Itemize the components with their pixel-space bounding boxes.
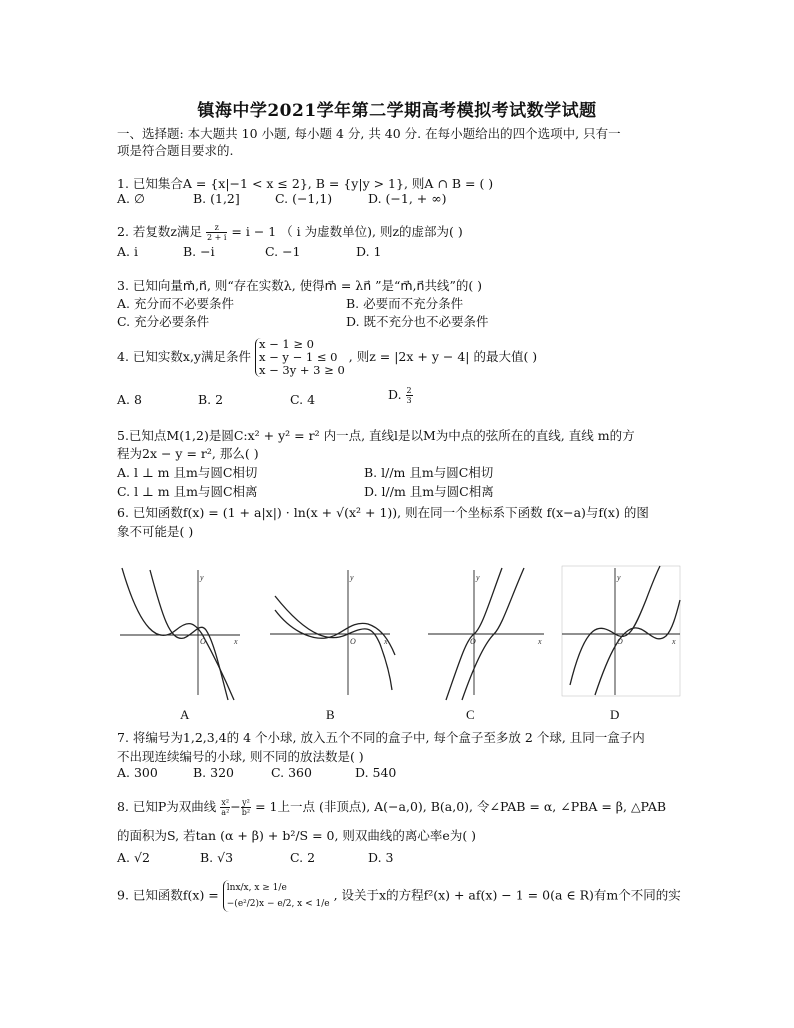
q1-option-c: C. (−1,1): [275, 191, 333, 206]
q4-constraint-3: x − 3y + 3 ≥ 0: [258, 363, 345, 377]
q7-line1: 7. 将编号为1,2,3,4的 4 个小球, 放入五个不同的盒子中, 每个盒子至多放 2 个球, 且同一盒子内: [117, 730, 645, 745]
q6-graph-b-axis-x: x: [384, 637, 388, 646]
section-heading-line1: 一、选择题: 本大题共 10 小题, 每小题 4 分, 共 40 分. 在每小题给出的四个选项中, 只有一: [117, 126, 621, 141]
q5-option-c: C. l ⊥ m 且m与圆C相离: [117, 484, 258, 499]
q3-option-d: D. 既不充分也不必要条件: [346, 314, 489, 329]
q2-frac-num: z: [206, 223, 227, 233]
q7-option-a: A. 300: [117, 765, 158, 780]
q7-option-c: C. 360: [271, 765, 312, 780]
q8-option-a: A. √2: [117, 850, 150, 865]
q9-piecewise: [223, 880, 330, 912]
q4-option-a: A. 8: [117, 392, 142, 407]
q8-line1-post: = 1上一点 (非顶点), A(−a,0), B(a,0), 令∠PAB = α, ∠PBA = β, △PAB: [255, 799, 667, 814]
q4-d-num: 2: [406, 386, 412, 395]
q4-option-d-fraction: [406, 386, 413, 405]
q6-graph-b-axis-y: y: [350, 573, 354, 582]
q3-option-a: A. 充分而不必要条件: [117, 296, 234, 311]
section-heading-line2: 项是符合题目要求的.: [117, 143, 234, 158]
q6-graph-label-d: D: [610, 707, 620, 722]
q6-graph-a-axis-x: x: [234, 637, 238, 646]
q6-graph-label-a: A: [180, 707, 190, 722]
q8-option-d: D. 3: [368, 850, 394, 865]
q6-graph-label-b: B: [326, 707, 335, 722]
q4-option-d-label: D.: [388, 387, 402, 402]
q8-hyperbola-x-term: $\frac{\text{x²}}{\text{a²}}$: [221, 798, 230, 817]
q3-option-c: C. 充分必要条件: [117, 314, 210, 329]
q6-graph-d-axis-y: y: [617, 573, 621, 582]
q3-stem: 3. 已知向量m⃗,n⃗, 则“存在实数λ, 使得m⃗ = λn⃗ ”是“m⃗,n⃗共线”的( ): [117, 278, 483, 293]
q4-constraint-system: [255, 338, 345, 377]
q5-line1: 5.已知点M(1,2)是圆C:x² + y² = r² 内一点, 直线l是以M为中点的弦所在的直线, 直线 m的方: [117, 428, 635, 443]
q6-graph-c-origin: O: [470, 637, 476, 646]
q6-line2: 象不可能是( ): [117, 524, 194, 539]
q6-graph-c-axis-x: x: [538, 637, 542, 646]
q4-option-b: B. 2: [198, 392, 224, 407]
q9-piece-2: −(e²/2)x − e/2, x < 1/e: [226, 899, 330, 909]
q6-graph-d: [562, 566, 680, 696]
q8-line1-pre: 8. 已知P为双曲线: [117, 799, 217, 814]
q2-option-a: A. i: [117, 244, 138, 259]
q2-stem-post: = i − 1 （ i 为虚数单位), 则z的虚部为( ): [231, 224, 463, 239]
q3-option-b: B. 必要而不充分条件: [346, 296, 464, 311]
q4-option-d: [388, 386, 413, 405]
q6-line1: 6. 已知函数f(x) = (1 + a|x|) · ln(x + √(x² + 1)), 则在同一个坐标系下函数 f(x−a)与f(x) 的图: [117, 505, 649, 520]
q7-option-b: B. 320: [193, 765, 234, 780]
q6-graph-c: [428, 568, 544, 700]
q6-graph-b-origin: O: [350, 637, 356, 646]
q8-hyperbola-y-term: $\frac{\text{y²}}{\text{b²}}$: [241, 798, 251, 817]
q7-option-d: D. 540: [355, 765, 397, 780]
q2-option-b: B. −i: [183, 244, 215, 259]
q1-option-a: A. ∅: [117, 191, 145, 206]
q4-stem-pre: 4. 已知实数x,y满足条件: [117, 349, 251, 364]
q6-graph-d-origin: O: [617, 637, 623, 646]
q6-graph-a-axis-y: y: [200, 573, 204, 582]
q5-option-a: A. l ⊥ m 且m与圆C相切: [117, 465, 258, 480]
q6-graph-d-axis-x: x: [672, 637, 676, 646]
q5-line2: 程为2x − y = r², 那么( ): [117, 446, 259, 461]
q4-constraint-1: x − 1 ≥ 0: [258, 337, 314, 351]
q4-stem-post: , 则z = |2x + y − 4| 的最大值( ): [348, 349, 538, 364]
q2-option-c: C. −1: [265, 244, 301, 259]
q6-graph-a: [120, 568, 240, 700]
q2-option-d: D. 1: [356, 244, 382, 259]
q2-stem: [117, 222, 463, 242]
q9-piece-1: lnx/x, x ≥ 1/e: [226, 883, 287, 893]
q8-line2: 的面积为S, 若tan (α + β) + b²/S = 0, 则双曲线的离心率e为( ): [117, 828, 477, 843]
q2-stem-pre: 2. 若复数z满足: [117, 224, 202, 239]
q4-d-den: 3: [406, 396, 412, 405]
q8-line1: 8. 已知P为双曲线 $\frac{\text{x²}}{\text{a²}}$ − $\frac{\text{y²}}{\text{b²}}$ = 1上一点 (非顶点), A(−a,0), B(a,0), 令∠PAB = α, ∠PBA = β, △PAB: [117, 798, 667, 817]
q8-option-b: B. √3: [200, 850, 234, 865]
q5-option-d: D. l//m 且m与圆C相离: [364, 484, 494, 499]
q9-stem: [117, 880, 681, 912]
page-title: 镇海中学2021学年第二学期高考模拟考试数学试题: [197, 101, 597, 121]
q5-option-b: B. l//m 且m与圆C相切: [364, 465, 494, 480]
q4-constraint-2: x − y − 1 ≤ 0: [258, 350, 338, 364]
q2-fraction: [206, 223, 227, 242]
q1-stem: 1. 已知集合A = {x|−1 < x ≤ 2}, B = {y|y > 1}, 则A ∩ B = ( ): [117, 176, 494, 191]
q6-graph-figure: [110, 560, 690, 710]
q4-stem: [117, 338, 537, 377]
q8-option-c: C. 2: [290, 850, 316, 865]
q9-stem-pre: 9. 已知函数f(x) =: [117, 887, 219, 903]
q6-graph-a-origin: O: [200, 637, 206, 646]
q6-graph-b: [270, 570, 395, 695]
q7-line2: 不出现连续编号的小球, 则不同的放法数是( ): [117, 749, 364, 764]
q1-option-b: B. (1,2]: [193, 191, 240, 206]
q4-option-c: C. 4: [290, 392, 316, 407]
q6-graph-c-axis-y: y: [476, 573, 480, 582]
q2-frac-den: 2 + i: [206, 233, 227, 242]
q6-graph-label-c: C: [466, 707, 475, 722]
q9-stem-post: , 设关于x的方程f²(x) + af(x) − 1 = 0(a ∈ R)有m个不同的实: [333, 887, 681, 903]
q1-option-d: D. (−1, + ∞): [368, 191, 447, 206]
